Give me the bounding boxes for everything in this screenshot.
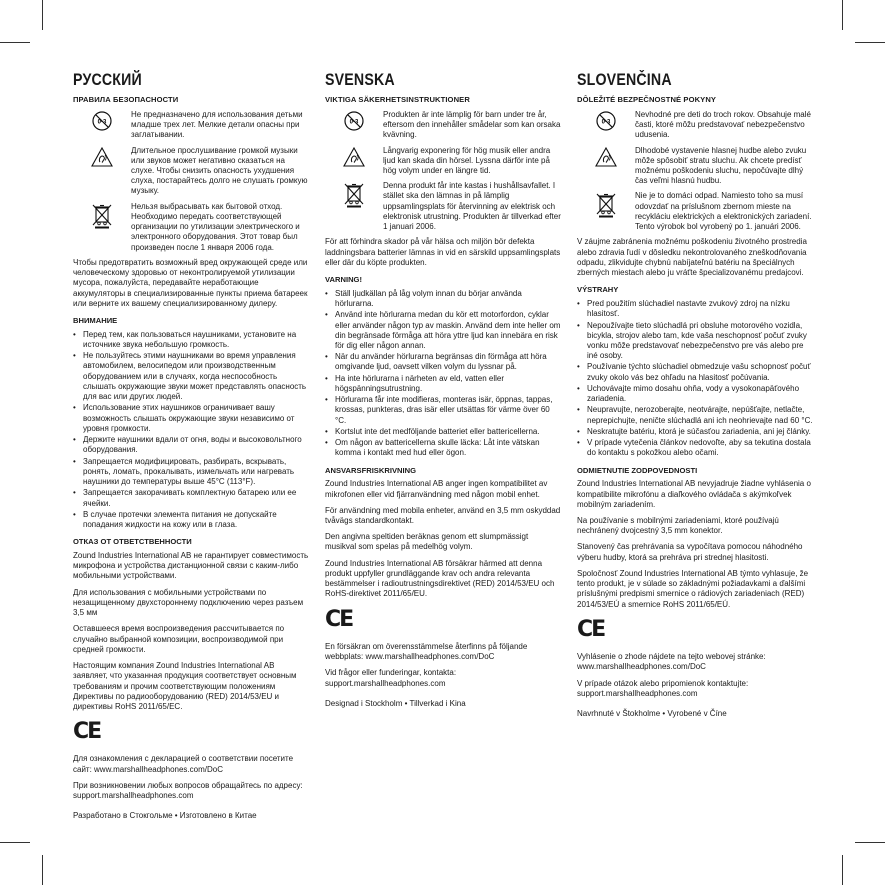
icon-text: Produkten är inte lämplig för barn under tre år, eftersom den innehåller smådelar som kan orsaka kvävning.	[383, 109, 561, 140]
column-swedish	[325, 70, 561, 715]
warning-item: • Använd inte hörlurarna medan du kör ett motorfordon, cyklar eller använder någon typ av maskin. Använd dem inte heller om din begränsade förmåga att höra yttre ljud kan innebära en risk för dig eller någon annan.	[325, 310, 561, 351]
age-warning-icon	[577, 110, 635, 131]
warning-item: • Neskratujte batériu, ktorá je súčasťou zariadenia, ani jej články.	[577, 427, 813, 437]
warning-item: • Держите наушники вдали от огня, воды и высоковольтного оборудования.	[73, 435, 309, 455]
language-title: SVENSKA	[325, 71, 395, 89]
icon-text: Långvarig exponering för hög musik eller andra ljud kan skada din hörsel. Lyssna därför inte på hög volym under en längre tid.	[383, 145, 551, 175]
age-warning-icon	[73, 110, 131, 131]
warning-item: • Использование этих наушников ограничивает вашу возможность слышать окружающие звуки независимо от уровня громкости.	[73, 403, 309, 434]
warning-item: • Neupravujte, nerozoberajte, neotvárajte, nepúšťajte, netlačte, neprepichujte, neničte slúchadlá ani ich neohrievajte nad 60 °C.	[577, 405, 813, 425]
weee-bin-icon	[577, 191, 635, 218]
icon-rows	[577, 110, 813, 233]
warning-item: • Не пользуйтесь этими наушниками во время управления автомобилем, велосипедом или производственным оборудованием или в случаях, когда неспособность слышать окружающие звуки может представлять опасность для вас или других людей.	[73, 351, 309, 402]
disclaimer-paragraph: Для использования с мобильными устройствами по незащищенному двухстороннему подключению через разъем 3,5 мм	[73, 587, 304, 618]
warning-item: • Kortslut inte det medföljande batteriet eller battericellerna.	[325, 427, 561, 437]
doc-paragraph: Для ознакомления с декларацией о соответствии посетите сайт: www.marshallheadphones.com/DoC	[73, 754, 294, 774]
disclaimer-paragraph: Zound Industries International AB nevyjadruje žiadne vyhlásenia o kompatibilite mikrofónu a diaľkového ovládača s akýmkoľvek mobilným zariadením.	[577, 479, 811, 509]
environment-paragraph: För att förhindra skador på vår hälsa och miljön bör defekta laddningsbara batterier lämnas in vid en särskild uppsamlingsplats eller där du köpte produkten.	[325, 237, 561, 267]
disclaimer-paragraph: Zound Industries International AB не гарантирует совместимость микрофона и устройства дистанционной связи с каким-либо мобильными устройствами.	[73, 550, 309, 581]
ce-mark-icon: CE	[325, 606, 353, 632]
icon-row	[577, 191, 813, 232]
warning-item: • Hörlurarna får inte modifieras, monteras isär, öppnas, tappas, krossas, punkteras, dras isär eller utsättas för värme över 60 °C.	[325, 395, 561, 426]
support-paragraph: Vid frågor eller funderingar, kontakta: support.marshallheadphones.com	[325, 668, 457, 688]
icon-row	[577, 110, 813, 141]
warning-heading: ВНИМАНИЕ	[73, 316, 118, 326]
crop-mark	[842, 855, 843, 885]
warning-list	[325, 289, 561, 459]
crop-mark	[855, 42, 885, 43]
environment-paragraph: V záujme zabránenia možnému poškodeniu životného prostredia alebo zdravia ľudí v dôsledku nekontrolovaného zneškodňovania odpadu, zlikvidujte chybnú nabíjateľnú batériu na špeciálnych zberných miestach alebo ju vráťte špecializovanému predajcovi.	[577, 237, 807, 278]
warning-heading: VÝSTRAHY	[577, 285, 619, 295]
ce-mark-icon: CE	[73, 719, 101, 745]
warning-item: • V prípade vytečenia článkov nedovoľte, aby sa tekutina dostala do kontaktu s pokožkou alebo očami.	[577, 438, 813, 458]
crop-mark	[42, 0, 43, 30]
ce-mark-icon: CE	[577, 616, 605, 642]
hearing-warning-icon	[73, 146, 131, 167]
icon-rows	[325, 110, 561, 233]
disclaimer-paragraph: Na používanie s mobilnými zariadeniami, ktoré používajú nechránený dvojcestný 3,5 mm konektor.	[577, 516, 779, 536]
disclaimer-paragraph: Stanovený čas prehrávania sa vypočítava pomocou náhodného výberu hudby, ktorá sa prehráva pri strednej hlasitosti.	[577, 542, 803, 562]
warning-item: • В случае протечки элемента питания не допускайте попадания жидкости на кожу или в глаза.	[73, 510, 309, 530]
warning-item: • Om någon av battericellerna skulle läcka: Låt inte vätskan komma i kontakt med hud eller ögon.	[325, 438, 561, 458]
column-russian	[73, 70, 309, 828]
hearing-warning-icon	[577, 146, 635, 167]
crop-mark	[0, 842, 30, 843]
disclaimer-heading: ANSVARSFRISKRIVNING	[325, 465, 416, 475]
icon-row	[73, 146, 309, 197]
hearing-warning-icon	[325, 146, 383, 167]
support-paragraph: V prípade otázok alebo pripomienok kontaktujte: support.marshallheadphones.com	[577, 678, 749, 698]
footer-origin: Navrhnuté v Štokholme • Vyrobené v Číne	[577, 708, 727, 718]
safety-heading: DÔLEŽITÉ BEZPEČNOSTNÉ POKYNY	[577, 95, 717, 105]
icon-text: Nevhodné pre deti do troch rokov. Obsahuje malé časti, ktoré môžu predstavovať nebezpečenstvo udusenia.	[635, 109, 811, 140]
warning-item: • Ställ ljudkällan på låg volym innan du börjar använda hörlurarna.	[325, 289, 561, 309]
crop-mark	[855, 842, 885, 843]
warning-list	[73, 330, 309, 530]
disclaimer-paragraph: Оставшееся время воспроизведения рассчитывается по случайно выбранной композиции, воспроизводимой при средней громкости.	[73, 624, 285, 654]
support-paragraph: При возникновении любых вопросов обращайтесь по адресу: support.marshallheadphones.com	[73, 780, 303, 801]
safety-heading: ПРАВИЛА БЕЗОПАСНОСТИ	[73, 95, 179, 105]
icon-row	[73, 110, 309, 141]
warning-heading: VARNING!	[325, 275, 362, 285]
column-slovak	[577, 70, 813, 725]
disclaimer-paragraph: Zound Industries International AB försäkrar härmed att denna produkt uppfyller grundläggande krav och andra relevanta bestämmelser i radioutrustningsdirektivet (RED) 2014/53/EU och RoHS-direktivet 2011/65/EU.	[325, 558, 555, 599]
safety-heading: VIKTIGA SÄKERHETSINSTRUKTIONER	[325, 95, 470, 105]
svg-text:0-3: 0-3	[601, 119, 611, 126]
icon-row	[325, 146, 561, 177]
warning-list	[577, 299, 813, 459]
icon-row	[325, 181, 561, 232]
icon-text: Длительное прослушивание громкой музыки или звуков может негативно сказаться на слухе. Чтобы снизить опасность ухудшения слуха, постарайтесь долго не слушать громкую музыку.	[131, 145, 308, 196]
disclaimer-heading: ODMIETNUTIE ZODPOVEDNOSTI	[577, 465, 698, 475]
environment-paragraph: Чтобы предотвратить возможный вред окружающей среде или человеческому здоровью от неконтролируемой утилизации мусора, пожалуйста, передавайте неработающие аккумуляторы в специализированные пункты приема батареек или верните их вашему специализированному дилеру.	[73, 257, 308, 308]
icon-text: Dlhodobé vystavenie hlasnej hudbe alebo zvuku môže spôsobiť stratu sluchu. Ak chcete predísť možnému poškodeniu sluchu, nepočúvajte dlhý čas veľmi hlasnú hudbu.	[635, 145, 807, 186]
warning-item: • Uchovávajte mimo dosahu ohňa, vody a vysokonapäťového zariadenia.	[577, 384, 813, 404]
warning-item: • Ha inte hörlurarna i närheten av eld, vatten eller högspänningsutrustning.	[325, 374, 561, 394]
icon-row	[325, 110, 561, 141]
footer-origin: Designad i Stockholm • Tillverkad i Kina	[325, 698, 466, 708]
crop-mark	[842, 0, 843, 30]
disclaimer-paragraph: Spoločnosť Zound Industries International AB týmto vyhlasuje, že tento produkt, je v súlade so základnými požiadavkami a ďalšími príslušnými predpismi smernice o rádiových zariadeniach (RED) 2014/53/EÚ a smernice RoHS 2011/65/EÚ.	[577, 568, 809, 609]
icon-text: Denna produkt får inte kastas i hushållsavfallet. I stället ska den lämnas in på lämplig uppsamlingsplats för återvinning av elektrisk och elektronisk utrustning. Produkten är tillverkad efter 1 januari 2006.	[383, 181, 561, 232]
weee-bin-icon	[73, 202, 131, 229]
language-title: РУССКИЙ	[73, 71, 142, 89]
disclaimer-heading: ОТКАЗ ОТ ОТВЕТСТВЕННОСТИ	[73, 537, 192, 547]
doc-paragraph: Vyhlásenie o zhode nájdete na tejto webovej stránke: www.marshallheadphones.com/DoC	[577, 652, 766, 672]
warning-item: • När du använder hörlurarna begränsas din förmåga att höra omgivande ljud, oavsett vilken volym du lyssnar på.	[325, 352, 561, 372]
icon-row	[73, 202, 309, 253]
icon-text: Не предназначено для использования детьми младше трех лет. Мелкие детали опасны при заглатывании.	[131, 109, 303, 140]
crop-mark	[42, 855, 43, 885]
svg-text:0-3: 0-3	[97, 119, 107, 126]
warning-item: • Pred použitím slúchadiel nastavte zvukový zdroj na nízku hlasitosť.	[577, 299, 813, 319]
warning-item: • Používanie týchto slúchadiel obmedzuje vašu schopnosť počuť zvuky okolo vás bez ohľadu na hlasitosť počúvania.	[577, 362, 813, 382]
warning-item: • Запрещается закорачивать комплектную батарею или ее ячейки.	[73, 488, 309, 508]
disclaimer-paragraph: För användning med mobila enheter, använd en 3,5 mm oskyddad tvåvägs standardkontakt.	[325, 505, 561, 525]
footer-origin: Разработано в Стокгольме • Изготовлено в Китае	[73, 811, 257, 821]
warning-item: • Перед тем, как пользоваться наушниками, установите на источнике звука небольшую громкость.	[73, 330, 309, 350]
weee-bin-icon	[325, 181, 383, 208]
icon-text: Nie je to domáci odpad. Namiesto toho sa musí odovzdať na príslušnom zbernom mieste na recykláciu elektrických a elektronických zariadení. Tento výrobok bol vyrobený po 1. januári 2006.	[635, 191, 812, 232]
age-warning-icon	[325, 110, 383, 131]
crop-mark	[0, 42, 30, 43]
language-title: SLOVENČINA	[577, 71, 672, 89]
warning-item: • Запрещается модифицировать, разбирать, вскрывать, ронять, ломать, прокалывать, измельчать или нагревать наушники до температуры выше 45°C (113°F).	[73, 457, 309, 488]
disclaimer-paragraph: Zound Industries International AB anger ingen kompatibilitet av mikrofonen eller vid fjärranvändning med någon mobil enhet.	[325, 479, 548, 499]
svg-text:0-3: 0-3	[349, 119, 359, 126]
disclaimer-paragraph: Настоящим компания Zound Industries International AB заявляет, что указанная продукция соответствует основным требованиям и прочим соответствующим положениям Директивы по радиооборудованию (RED) 2014/53/EU и директивы RoHS 2011/65/EC.	[73, 661, 297, 711]
icon-rows	[73, 110, 309, 253]
doc-paragraph: En försäkran om överensstämmelse återfinns på följande webbplats: www.marshallheadphones.com/DoC	[325, 641, 528, 662]
icon-text: Нельзя выбрасывать как бытовой отход. Необходимо передать соответствующей организации по утилизации электрического и электронного оборудования. Этот товар был произведен после 1 января 2006 года.	[131, 201, 300, 252]
icon-row	[577, 146, 813, 187]
warning-item: • Nepoužívajte tieto slúchadlá pri obsluhe motorového vozidla, bicykla, strojov alebo tam, kde vaša neschopnosť počuť zvuky vonku môže predstavovať nebezpečenstvo pre vás alebo pre iné osoby.	[577, 321, 813, 362]
disclaimer-paragraph: Den angivna speltiden beräknas genom ett slumpmässigt musikval som spelas på medelhög volym.	[325, 532, 529, 552]
